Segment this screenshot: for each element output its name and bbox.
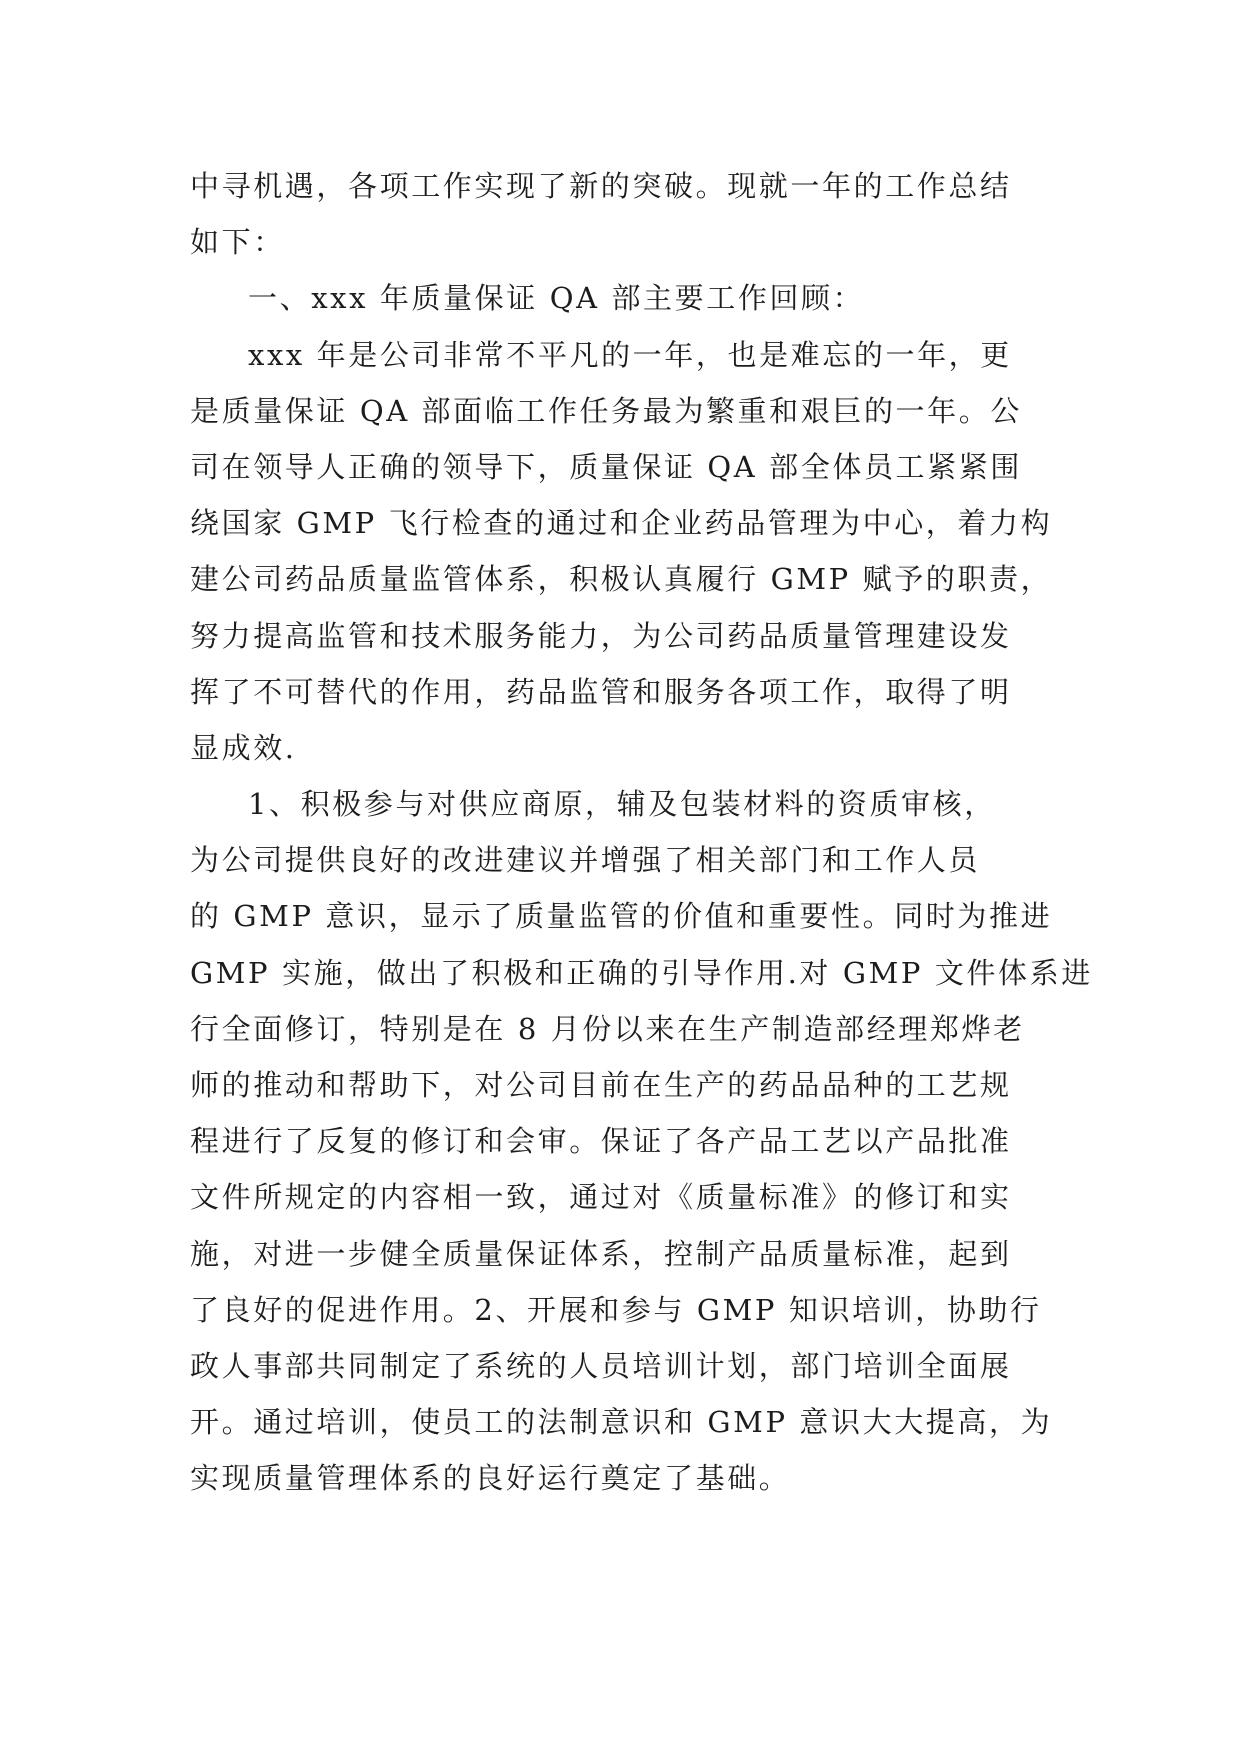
body-text <box>190 158 1093 1507</box>
paragraph-start: xxx 年是公司非常不平凡的一年，也是难忘的一年，更 <box>248 337 1012 372</box>
text-line: 显成效. <box>190 730 297 765</box>
text-line: 是质量保证 QA 部面临工作任务最为繁重和艰巨的一年。公 <box>190 393 1022 428</box>
text-line: 师的推动和帮助下，对公司目前在生产的药品品种的工艺规 <box>190 1068 1012 1102</box>
paragraph-start: 1、积极参与对供应商原，辅及包装材料的资质审核， <box>248 787 996 822</box>
text-line: 开。通过培训，使员工的法制意识和 GMP 意识大大提高，为 <box>190 1405 1053 1440</box>
text-line: 中寻机遇，各项工作实现了新的突破。现就一年的工作总结 <box>190 169 1012 203</box>
text-line: 司在领导人正确的领导下，质量保证 QA 部全体员工紧紧围 <box>190 449 1022 484</box>
text-line: 政人事部共同制定了系统的人员培训计划，部门培训全面展 <box>190 1348 1012 1383</box>
text-line: 实现质量管理体系的良好运行奠定了基础。 <box>190 1461 791 1496</box>
text-line: 的 GMP 意识，显示了质量监管的价值和重要性。同时为推进 <box>190 899 1053 934</box>
text-line: 程进行了反复的修订和会审。保证了各产品工艺以产品批准 <box>190 1124 1012 1159</box>
text-line: 建公司药品质量监管体系，积极认真履行 GMP 赋予的职责， <box>190 562 1053 597</box>
text-line: 施，对进一步健全质量保证体系，控制产品质量标准，起到 <box>190 1236 1012 1271</box>
text-line: 为公司提供良好的改进建议并增强了相关部门和工作人员 <box>190 843 981 878</box>
section-heading: 一、xxx 年质量保证 QA 部主要工作回顾： <box>248 281 865 316</box>
text-line: 如下： <box>190 225 285 260</box>
text-line: 了良好的促进作用。2、开展和参与 GMP 知识培训，协助行 <box>190 1292 1042 1327</box>
text-line: 绕国家 GMP 飞行检查的通过和企业药品管理为中心，着力构 <box>190 506 1053 541</box>
text-line: GMP 实施，做出了积极和正确的引导作用.对 GMP 文件体系进 <box>190 955 1093 990</box>
text-line: 文件所规定的内容相一致，通过对《质量标准》的修订和实 <box>190 1180 1012 1215</box>
text-line: 挥了不可替代的作用，药品监管和服务各项工作，取得了明 <box>190 674 1012 709</box>
text-line: 努力提高监管和技术服务能力，为公司药品质量管理建设发 <box>190 618 1012 653</box>
text-line: 行全面修订，特别是在 8 月份以来在生产制造部经理郑烨老 <box>190 1011 1025 1046</box>
